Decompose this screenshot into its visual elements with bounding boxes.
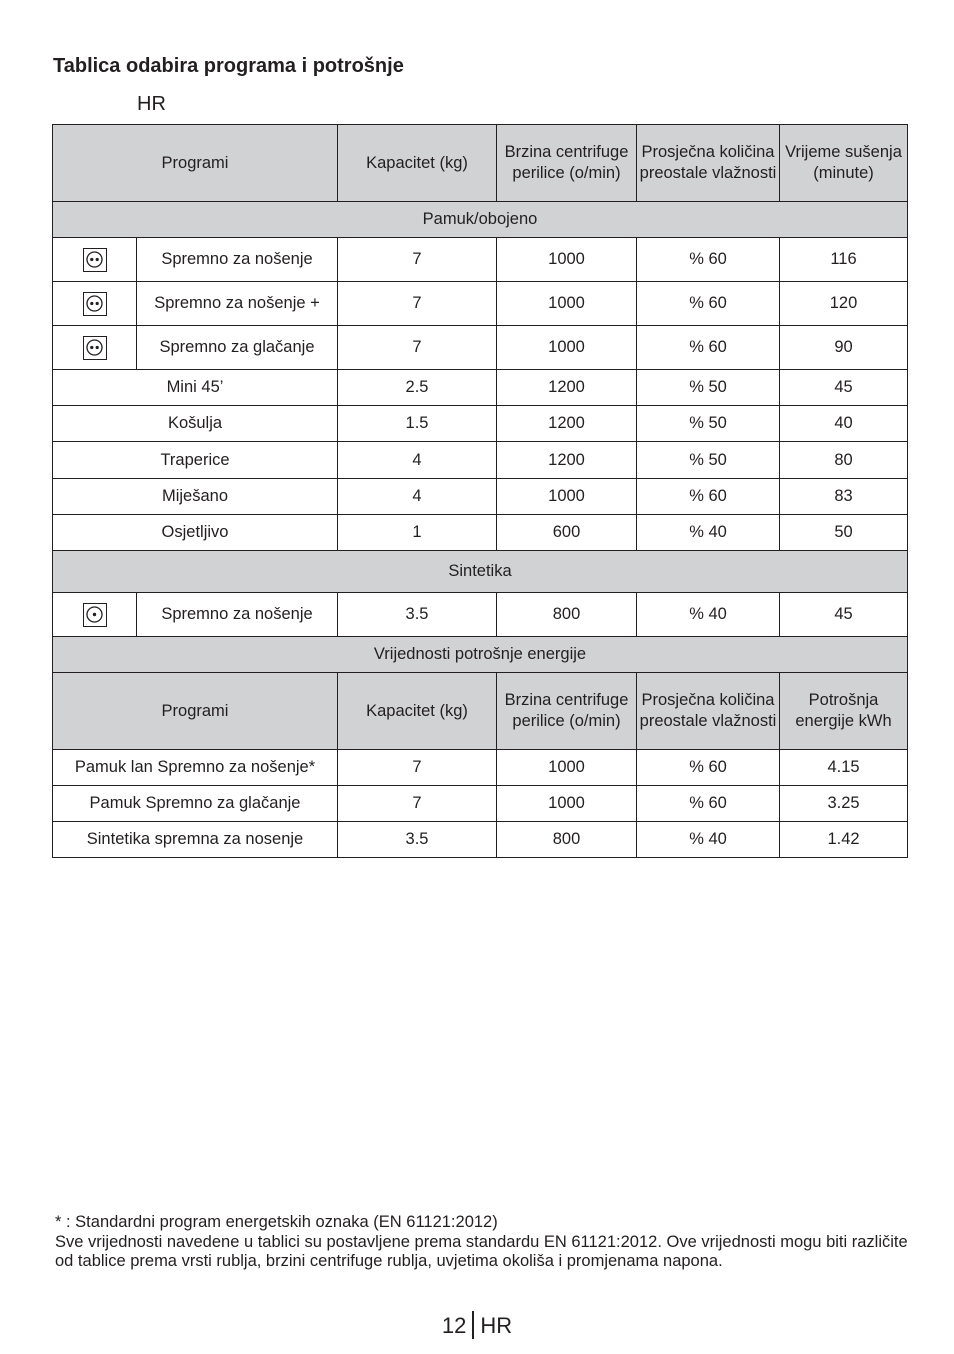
section-row-pamuk: [53, 202, 908, 238]
brzina-value: 1000: [497, 238, 637, 282]
table-header-row: [53, 125, 908, 202]
page-title: Tablica odabira programa i potrošnje: [53, 55, 404, 77]
table-row: [53, 406, 908, 442]
vrijeme-value: 116: [780, 238, 908, 282]
vrijeme-value: 80: [780, 442, 908, 479]
brzina-value: 1000: [497, 282, 637, 326]
vrijeme-value: 50: [780, 515, 908, 551]
energy-header-kapacitet: Kapacitet (kg): [338, 673, 497, 750]
kapacitet-value: 7: [338, 786, 497, 822]
vlaznost-value: % 60: [637, 479, 780, 515]
dry-level-two-dots-icon: [83, 336, 107, 360]
vlaznost-value: % 60: [637, 750, 780, 786]
brzina-value: 1200: [497, 442, 637, 479]
header-programi: Programi: [53, 125, 338, 202]
table-row: [53, 750, 908, 786]
dry-level-two-dots-icon: [83, 292, 107, 316]
table-row: [53, 786, 908, 822]
program-name: Mini 45’: [53, 370, 338, 406]
brzina-value: 1000: [497, 479, 637, 515]
footer-language-code: HR: [480, 1313, 513, 1338]
energy-header-potrosnja: Potrošnja energije kWh: [780, 673, 908, 750]
kapacitet-value: 4: [338, 479, 497, 515]
kapacitet-value: 7: [338, 238, 497, 282]
section-row-sintetika: [53, 551, 908, 593]
program-name: Spremno za nošenje: [137, 238, 338, 282]
kapacitet-value: 7: [338, 326, 497, 370]
header-kapacitet: Kapacitet (kg): [338, 125, 497, 202]
vlaznost-value: % 60: [637, 238, 780, 282]
section-label-energija: Vrijednosti potrošnje energije: [53, 637, 908, 673]
table-row: [53, 238, 908, 282]
brzina-value: 800: [497, 593, 637, 637]
kapacitet-value: 2.5: [338, 370, 497, 406]
program-name: Sintetika spremna za nosenje: [53, 822, 338, 858]
vlaznost-value: % 60: [637, 786, 780, 822]
program-name: Miješano: [53, 479, 338, 515]
program-name: Traperice: [53, 442, 338, 479]
brzina-value: 800: [497, 822, 637, 858]
program-name: Osjetljivo: [53, 515, 338, 551]
energy-header-brzina: Brzina centrifuge perilice (o/min): [497, 673, 637, 750]
vlaznost-value: % 50: [637, 370, 780, 406]
kapacitet-value: 3.5: [338, 593, 497, 637]
vlaznost-value: % 50: [637, 442, 780, 479]
icon-cell: [53, 326, 137, 370]
energy-header-programi: Programi: [53, 673, 338, 750]
table-row: [53, 593, 908, 637]
language-code: HR: [137, 93, 166, 115]
program-name: Spremno za nošenje +: [137, 282, 338, 326]
kapacitet-value: 1.5: [338, 406, 497, 442]
kapacitet-value: 7: [338, 282, 497, 326]
footnote-standard: * : Standardni program energetskih oznaka (EN 61121:2012): [55, 1213, 498, 1231]
table-row: [53, 326, 908, 370]
table-row: [53, 370, 908, 406]
program-name: Košulja: [53, 406, 338, 442]
program-name: Spremno za nošenje: [137, 593, 338, 637]
page-separator: [472, 1311, 474, 1339]
vlaznost-value: % 60: [637, 282, 780, 326]
footnote-disclaimer: Sve vrijednosti navedene u tablici su postavljene prema standardu EN 61121:2012. Ove vrijednosti mogu biti različite od tablice prema vrsti rublja, brzini centrifuge rublja, uvjetima okoliša i promjenama napona.: [55, 1232, 908, 1270]
program-name: Pamuk lan Spremno za nošenje*: [53, 750, 338, 786]
header-vrijeme: Vrijeme sušenja (minute): [780, 125, 908, 202]
table-row: [53, 515, 908, 551]
footnote: [55, 1213, 925, 1272]
brzina-value: 1000: [497, 786, 637, 822]
potrosnja-value: 3.25: [780, 786, 908, 822]
program-table: [52, 124, 908, 858]
kapacitet-value: 4: [338, 442, 497, 479]
kapacitet-value: 1: [338, 515, 497, 551]
brzina-value: 1200: [497, 370, 637, 406]
vlaznost-value: % 40: [637, 515, 780, 551]
vlaznost-value: % 50: [637, 406, 780, 442]
vrijeme-value: 45: [780, 593, 908, 637]
program-name: Pamuk Spremno za glačanje: [53, 786, 338, 822]
icon-cell: [53, 593, 137, 637]
potrosnja-value: 4.15: [780, 750, 908, 786]
vlaznost-value: % 40: [637, 822, 780, 858]
page-number: 12: [441, 1313, 467, 1338]
section-row-energija: [53, 637, 908, 673]
vrijeme-value: 40: [780, 406, 908, 442]
dry-level-two-dots-icon: [83, 248, 107, 272]
header-vlaznost: Prosječna količina preostale vlažnosti: [637, 125, 780, 202]
header-brzina: Brzina centrifuge perilice (o/min): [497, 125, 637, 202]
vrijeme-value: 83: [780, 479, 908, 515]
vlaznost-value: % 60: [637, 326, 780, 370]
section-label-pamuk: Pamuk/obojeno: [53, 202, 908, 238]
table-row: [53, 442, 908, 479]
brzina-value: 1000: [497, 750, 637, 786]
vrijeme-value: 45: [780, 370, 908, 406]
section-label-sintetika: Sintetika: [53, 551, 908, 593]
vrijeme-value: 120: [780, 282, 908, 326]
brzina-value: 600: [497, 515, 637, 551]
vlaznost-value: % 40: [637, 593, 780, 637]
program-name: Spremno za glačanje: [137, 326, 338, 370]
icon-cell: [53, 238, 137, 282]
energy-header-vlaznost: Prosječna količina preostale vlažnosti: [637, 673, 780, 750]
kapacitet-value: 7: [338, 750, 497, 786]
table-row: [53, 282, 908, 326]
icon-cell: [53, 282, 137, 326]
brzina-value: 1000: [497, 326, 637, 370]
table-row: [53, 479, 908, 515]
page-footer: [0, 1313, 954, 1341]
table-row: [53, 822, 908, 858]
kapacitet-value: 3.5: [338, 822, 497, 858]
brzina-value: 1200: [497, 406, 637, 442]
dry-level-one-dot-icon: [83, 603, 107, 627]
potrosnja-value: 1.42: [780, 822, 908, 858]
energy-header-row: [53, 673, 908, 750]
vrijeme-value: 90: [780, 326, 908, 370]
